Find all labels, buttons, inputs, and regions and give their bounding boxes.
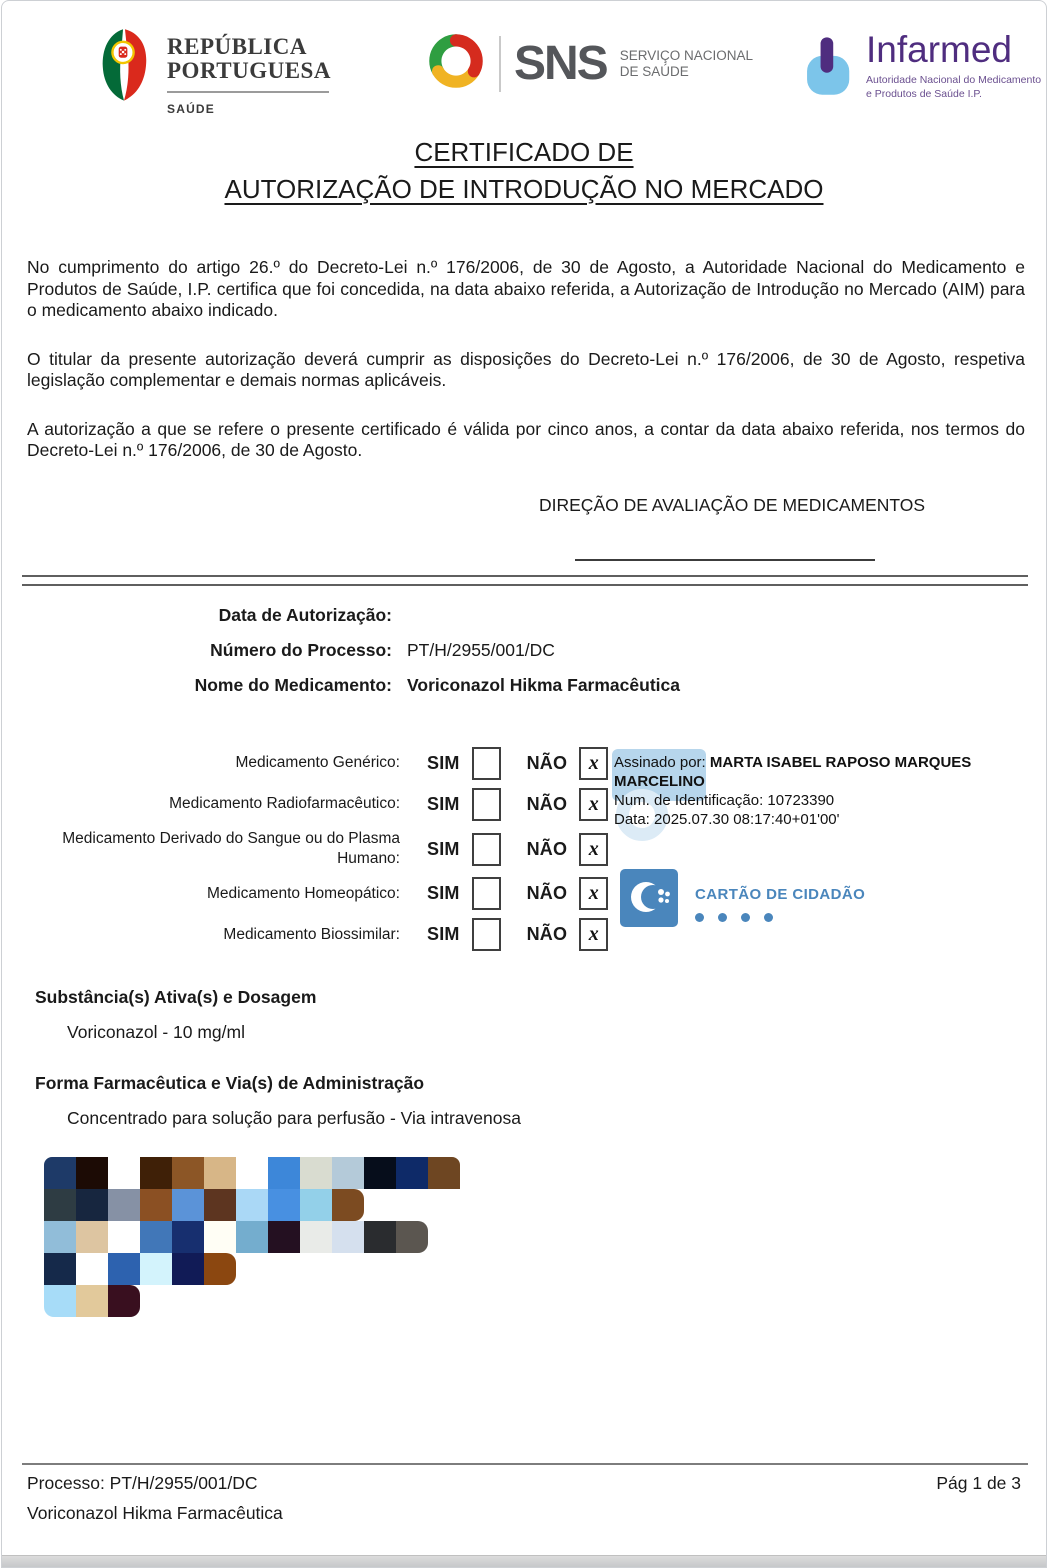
yes-no-group [427,747,608,780]
yes-label: SIM [427,794,460,814]
no-group [527,747,609,780]
document-title-line1: CERTIFICADO DE [414,137,634,167]
redacted-cell [76,1285,108,1317]
check-mark: x [588,752,599,774]
redacted-cell [44,1253,76,1285]
republica-portuguesa-logo [97,25,331,118]
no-checkbox [579,747,608,780]
no-label: NÃO [526,838,568,859]
sns-abbr: SNS [514,36,607,90]
gov-logo-line1: REPÚBLICA [167,34,307,59]
footer-rule [22,1463,1028,1465]
redacted-row [44,1253,460,1285]
sns-swirl-icon [426,31,486,96]
redacted-cell [108,1157,140,1189]
cartao-de-cidadao-label: CARTÃO DE CIDADÃO [695,886,866,903]
no-group [527,918,609,951]
check-row [32,788,607,821]
check-label: Medicamento Genérico: [235,754,400,772]
redacted-cell [268,1157,300,1189]
yes-checkbox [472,877,501,910]
section-value: Voriconazol - 10 mg/ml [67,1022,245,1042]
redacted-cell [268,1221,300,1253]
check-label: Medicamento Homeopático: [207,884,400,902]
redacted-cell [236,1189,268,1221]
no-group [527,833,609,866]
no-label: NÃO [526,883,568,904]
yes-no-group [427,918,608,951]
infarmed-sub-line1: Autoridade Nacional do Medicamento [866,74,1042,86]
redacted-cell [236,1221,268,1253]
yes-no-group [427,833,608,866]
redacted-row [44,1285,460,1317]
gov-logo-ministry: SAÚDE [167,102,216,117]
section-heading: Forma Farmacêutica e Via(s) de Administração [35,1073,425,1093]
redacted-cell [108,1253,140,1285]
digital-signature-block [614,753,972,829]
redacted-cell [172,1253,204,1285]
field-row [2,640,822,661]
redacted-row [44,1221,460,1253]
redacted-image [44,1157,460,1317]
redacted-cell [76,1253,108,1285]
no-label: NÃO [526,753,568,773]
no-label: NÃO [526,794,568,814]
no-label: NÃO [526,924,568,945]
check-mark: x [588,793,599,815]
redacted-row [44,1189,460,1221]
yes-no-group [427,877,608,910]
cartao-de-cidadao-logo [620,869,865,932]
redacted-cell [172,1189,204,1221]
no-checkbox [579,877,608,910]
redacted-cell [76,1189,108,1221]
check-label: Medicamento Derivado do Sangue ou do Plasma Humano: [62,830,400,868]
paragraph: A autorização a que se refere o presente certificado é válida por cinco anos, a contar da data abaixo referida, nos termos do Decreto-Lei n.º 176/2006, de 30 de Agosto. [27,418,1025,460]
check-mark: x [588,837,599,860]
signed-by-label: Assinado por: [614,754,706,771]
field-value: PT/H/2955/001/DC [407,640,555,660]
page-bottom-edge [2,1555,1046,1567]
redacted-cell [396,1221,428,1253]
redacted-cell [44,1189,76,1221]
redacted-cell [108,1221,140,1253]
redacted-cell [332,1157,364,1189]
yes-no-group [427,788,608,821]
redacted-cell [300,1189,332,1221]
check-label: Medicamento Radiofarmacêutico: [169,795,400,813]
redacted-cell [108,1285,140,1317]
field-label: Data de Autorização: [218,605,392,625]
footer-medicine-name: Voriconazol Hikma Farmacêutica [27,1503,283,1523]
medicine-type-checklist [32,747,607,959]
no-checkbox [579,788,608,821]
sns-sub-line2: DE SAÚDE [619,63,689,79]
field-row [2,605,822,626]
cartao-de-cidadao-icon [620,869,678,932]
redacted-cell [396,1157,428,1189]
paragraph: O titular da presente autorização deverá cumprir as disposições do Decreto-Lei n.º 176/2006, de 30 de Agosto, respetiva legislação complementar e demais normas aplicáveis. [27,348,1025,390]
redacted-cell [44,1285,76,1317]
detail-sections [35,987,795,1159]
redacted-cell [76,1157,108,1189]
no-checkbox [579,918,608,951]
infarmed-sub-line2: e Produtos de Saúde I.P. [866,88,982,101]
check-mark: x [588,923,599,946]
redacted-cell [300,1221,332,1253]
footer-page-number: Pág 1 de 3 [936,1473,1021,1493]
redacted-cell [108,1189,140,1221]
paragraph: No cumprimento do artigo 26.º do Decreto-Lei n.º 176/2006, de 30 de Agosto, a Autoridade Nacional do Medicamento e Produtos de Saúde, I.P. certifica que foi concedida, na data abaixo referida, a Autorização de Introdução no Mercado (AIM) para o medicamento abaixo indicado. [27,257,1025,320]
section-double-rule [22,575,1028,586]
yes-label: SIM [427,883,460,904]
portugal-flag-icon [97,25,151,118]
infarmed-logo [802,31,1041,106]
redacted-cell [44,1221,76,1253]
redacted-cell [172,1157,204,1189]
certificate-page [1,0,1047,1568]
no-checkbox [579,833,608,866]
field-value: Voriconazol Hikma Farmacêutica [407,675,680,695]
redacted-cell [140,1221,172,1253]
check-row [32,918,607,951]
section-heading: Substância(s) Ativa(s) e Dosagem [35,987,317,1007]
redacted-cell [332,1221,364,1253]
redacted-cell [76,1221,108,1253]
body-paragraphs [27,257,1025,489]
check-row [32,877,607,910]
no-group [527,877,609,910]
sns-logo [426,31,753,96]
sns-sub-line1: SERVIÇO NACIONAL [619,47,753,63]
check-row [32,747,607,780]
signed-by-name: MARTA ISABEL RAPOSO MARQUES MARCELINO [614,754,972,790]
gov-logo-divider [167,91,329,93]
yes-checkbox [472,788,501,821]
redacted-cell [204,1157,236,1189]
handwritten-signature-line [575,559,875,561]
redacted-cell [364,1221,396,1253]
redacted-cell [332,1189,364,1221]
sns-divider [499,36,501,92]
footer-process: Processo: PT/H/2955/001/DC [27,1473,258,1493]
yes-checkbox [472,918,501,951]
check-row [32,829,607,869]
cartao-de-cidadao-dots [695,913,865,922]
field-label: Nome do Medicamento: [194,675,392,695]
redacted-cell [268,1189,300,1221]
redacted-cell [204,1189,236,1221]
field-row [2,675,822,696]
redacted-cell [44,1157,76,1189]
redacted-cell [204,1253,236,1285]
yes-label: SIM [427,753,460,773]
yes-label: SIM [427,924,460,945]
document-title-line2: AUTORIZAÇÃO DE INTRODUÇÃO NO MERCADO [224,174,824,204]
yes-checkbox [472,747,501,780]
no-group [527,788,609,821]
certificate-fields [2,605,822,710]
redacted-cell [300,1157,332,1189]
redacted-cell [140,1189,172,1221]
redacted-cell [236,1157,268,1189]
field-label: Número do Processo: [210,640,392,660]
redacted-cell [140,1157,172,1189]
signature-date-line: Data: 2025.07.30 08:17:40+01'00' [614,811,840,828]
redacted-row [44,1157,460,1189]
redacted-cell [140,1253,172,1285]
redacted-cell [172,1221,204,1253]
section-value: Concentrado para solução para perfusão - Via intravenosa [67,1108,521,1128]
check-label: Medicamento Biossimilar: [223,925,400,943]
redacted-cell [204,1221,236,1253]
yes-checkbox [472,833,501,866]
gov-logo-line2: PORTUGUESA [167,58,331,84]
infarmed-icon [802,31,856,106]
check-mark: x [588,882,599,905]
signature-id-line: Num. de Identificação: 10723390 [614,792,835,809]
redacted-cell [428,1157,460,1189]
yes-label: SIM [427,838,460,859]
redacted-cell [364,1157,396,1189]
infarmed-name: Infarmed [866,29,1013,70]
direction-label: DIREÇÃO DE AVALIAÇÃO DE MEDICAMENTOS [539,495,926,515]
